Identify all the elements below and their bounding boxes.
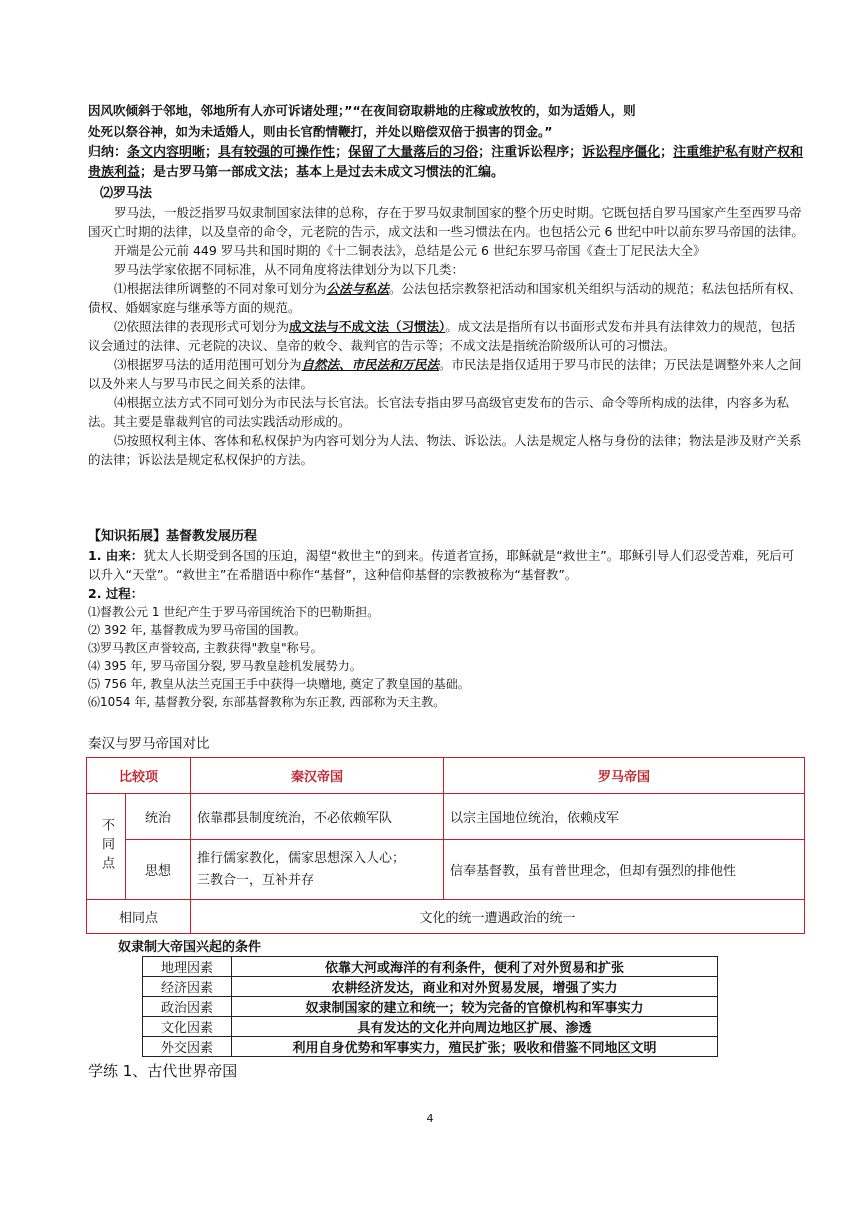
header-cell: 罗马帝国 (444, 758, 805, 794)
summary-point-1: 条文内容明晰 (127, 145, 206, 160)
class-3-post: 。市民法是指仅适用于罗马市民的法律；万民法是调整外来人之间以及外来人与罗马市民之间关系的法律。 (88, 357, 802, 391)
class-2-pre: ⑵依照法律的表现形式可划分为 (114, 319, 290, 334)
summary-sep-5: ；是古罗马第一部成文法；基本上是过去未成文习惯法的汇编。 (140, 165, 505, 180)
summary-block (88, 143, 804, 183)
summary-point-5: 注重维护私有财产权和贵族利益 (88, 145, 804, 180)
rome-cell: 以宗主国地位统治，依赖戍军 (444, 794, 805, 840)
table-row (143, 997, 718, 1017)
christianity-steps (88, 603, 804, 711)
row-item-cell: 统治 (126, 794, 191, 840)
quote-line-2: 处死以祭谷神，如为未适婚人，则由长官酌情鞭打，并处以赔偿双倍于损害的罚金。” (88, 124, 553, 139)
roman-law-class-1 (88, 279, 804, 317)
diff-label-cell: 不同点 (87, 794, 126, 900)
christianity-heading: 【知识拓展】基督教发展历程 (88, 529, 258, 544)
origin-text: 犹太人长期受到各国的压迫，渴望“救世主”的到来。传道者宣扬，耶稣就是“救世主”。耶稣引导人们忍受苦难，死后可以升入“天堂”。“救世主”在希腊语中称作“基督”，这种信仰基督的宗教被称为“基督教”。 (88, 548, 795, 582)
desc-cell: 依靠大河或海洋的有利条件，便利了对外贸易和扩张 (232, 957, 718, 977)
class-3-key: 自然法、市民法和万民法 (301, 357, 440, 372)
roman-law-para-2: 开端是公元前 449 罗马共和国时期的《十二铜表法》，总结是公元 6 世纪东罗马帝国《查士丁尼民法大全》 (114, 243, 706, 258)
roman-law-heading: ⑵罗马法 (100, 186, 153, 201)
class-2-post: 。成文法是指所有以书面形式发布并具有法律效力的规范，包括议会通过的法律、元老院的决议、皇帝的敕令、裁判官的告示等；不成文法是指统治阶级所认可的习惯法。 (88, 319, 796, 353)
step-item: ⑹1054 年, 基督教分裂, 东部基督教称为东正教, 西部称为天主教。 (88, 695, 446, 709)
class-3-pre: ⑶根据罗马法的适用范围可划分为 (114, 357, 302, 372)
same-text-cell: 文化的统一遭遇政治的统一 (191, 900, 805, 934)
summary-sep-3: ；注重诉讼程序； (478, 145, 583, 160)
factor-cell: 经济因素 (143, 977, 232, 997)
roman-law-class-5: ⑸按照权利主体、客体和私权保护为内容可划分为人法、物法、诉讼法。人法是规定人格与身份的法律；物法是涉及财产关系的法律；诉讼法是规定私权保护的方法。 (88, 433, 802, 467)
roman-law-class-4: ⑷根据立法方式不同可划分为市民法与长官法。长官法专指由罗马高级官吏发布的告示、命令等所构成的法律，内容多为私法。其主要是靠裁判官的司法实践活动形成的。 (88, 395, 790, 429)
table-row (87, 900, 805, 934)
step-item: ⑴督教公元 1 世纪产生于罗马帝国统治下的巴勒斯担。 (88, 605, 380, 619)
conditions-title: 奴隶制大帝国兴起的条件 (118, 940, 262, 955)
summary-sep-2: ； (335, 145, 349, 160)
exercise-title: 学练 1、古代世界帝国 (88, 1062, 238, 1080)
roman-law-para-1: 罗马法，一般泛指罗马奴隶制国家法律的总称，存在于罗马奴隶制国家的整个历史时期。它既包括自罗马国家产生至西罗马帝国灭亡时期的法律，以及皇帝的命令，元老院的告示，成文法和一些习惯法在内。也包括公元 6 世纪中叶以前东罗马帝国的法律。 (88, 205, 804, 239)
factor-cell: 文化因素 (143, 1017, 232, 1037)
class-1-pre: ⑴根据法律所调整的不同对象可划分为 (114, 281, 327, 296)
table-row (143, 1017, 718, 1037)
class-1-post: 。公法包括宗教祭祀活动和国家机关组织与活动的规范；私法包括所有权、债权、婚姻家庭与继承等方面的规范。 (88, 281, 802, 315)
factor-cell: 政治因素 (143, 997, 232, 1017)
table-row (143, 977, 718, 997)
table-row (143, 957, 718, 977)
header-cell: 比较项 (87, 758, 191, 794)
roman-law-para-3: 罗马法学家依据不同标准，从不同角度将法律划分为以下几类： (114, 262, 465, 277)
summary-sep-4: ； (660, 145, 674, 160)
summary-sep-1: ； (205, 145, 219, 160)
qinhan-cell (191, 840, 444, 900)
factor-cell: 外交因素 (143, 1037, 232, 1057)
quote-block (88, 100, 804, 142)
step-item: ⑶罗马教区声誉较高, 主教获得"教皇"称号。 (88, 641, 323, 655)
summary-point-4: 诉讼程序僵化 (582, 145, 661, 160)
step-item: ⑵ 392 年, 基督教成为罗马帝国的国教。 (88, 623, 307, 637)
desc-cell: 利用自身优势和军事实力，殖民扩张；吸收和借鉴不同地区文明 (232, 1037, 718, 1057)
row-item-cell: 思想 (126, 840, 191, 900)
qinhan-line-1: 推行儒家教化，儒家思想深入人心； (197, 850, 406, 866)
table-row (87, 840, 805, 900)
comparison-title: 秦汉与罗马帝国对比 (88, 736, 210, 752)
summary-prefix: 归纳： (88, 145, 128, 160)
desc-cell: 农耕经济发达，商业和对外贸易发展，增强了实力 (232, 977, 718, 997)
roman-law-class-3 (88, 355, 804, 393)
step-item: ⑸ 756 年, 教皇从法兰克国王手中获得一块赠地, 奠定了教皇国的基础。 (88, 677, 470, 691)
summary-point-3: 保留了大量落后的习俗 (348, 145, 479, 160)
conditions-table (142, 956, 718, 1057)
table-row (87, 758, 805, 794)
desc-cell: 具有发达的文化并向周边地区扩展、渗透 (232, 1017, 718, 1037)
christianity-process-label: 2. 过程： (88, 586, 144, 601)
step-item: ⑷ 395 年, 罗马帝国分裂, 罗马教皇趁机发展势力。 (88, 659, 362, 673)
page-number: 4 (426, 1112, 434, 1125)
class-2-key: 成文法与不成文法（习惯法） (289, 319, 446, 334)
origin-label: 1. 由来： (88, 548, 144, 563)
christianity-origin (88, 546, 804, 584)
table-row (143, 1037, 718, 1057)
factor-cell: 地理因素 (143, 957, 232, 977)
christianity-section (88, 527, 804, 711)
roman-law-section (88, 184, 804, 469)
summary-point-2: 具有较强的可操作性 (218, 145, 336, 160)
roman-law-class-2 (88, 317, 804, 355)
qinhan-cell: 依靠郡县制度统治，不必依赖军队 (191, 794, 444, 840)
comparison-table (86, 757, 805, 934)
rome-cell: 信奉基督教，虽有普世理念，但却有强烈的排他性 (444, 840, 805, 900)
header-cell: 秦汉帝国 (191, 758, 444, 794)
same-label-cell: 相同点 (87, 900, 191, 934)
desc-cell: 奴隶制国家的建立和统一；较为完备的官僚机构和军事实力 (232, 997, 718, 1017)
table-row (87, 794, 805, 840)
qinhan-line-2: 三教合一，互补并存 (197, 872, 315, 888)
quote-line-1: 因风吹倾斜于邻地，邻地所有人亦可诉诸处理；”“在夜间窃取耕地的庄稼或放牧的，如为适婚人，则 (88, 103, 636, 118)
class-1-key: 公法与私法 (326, 281, 390, 296)
